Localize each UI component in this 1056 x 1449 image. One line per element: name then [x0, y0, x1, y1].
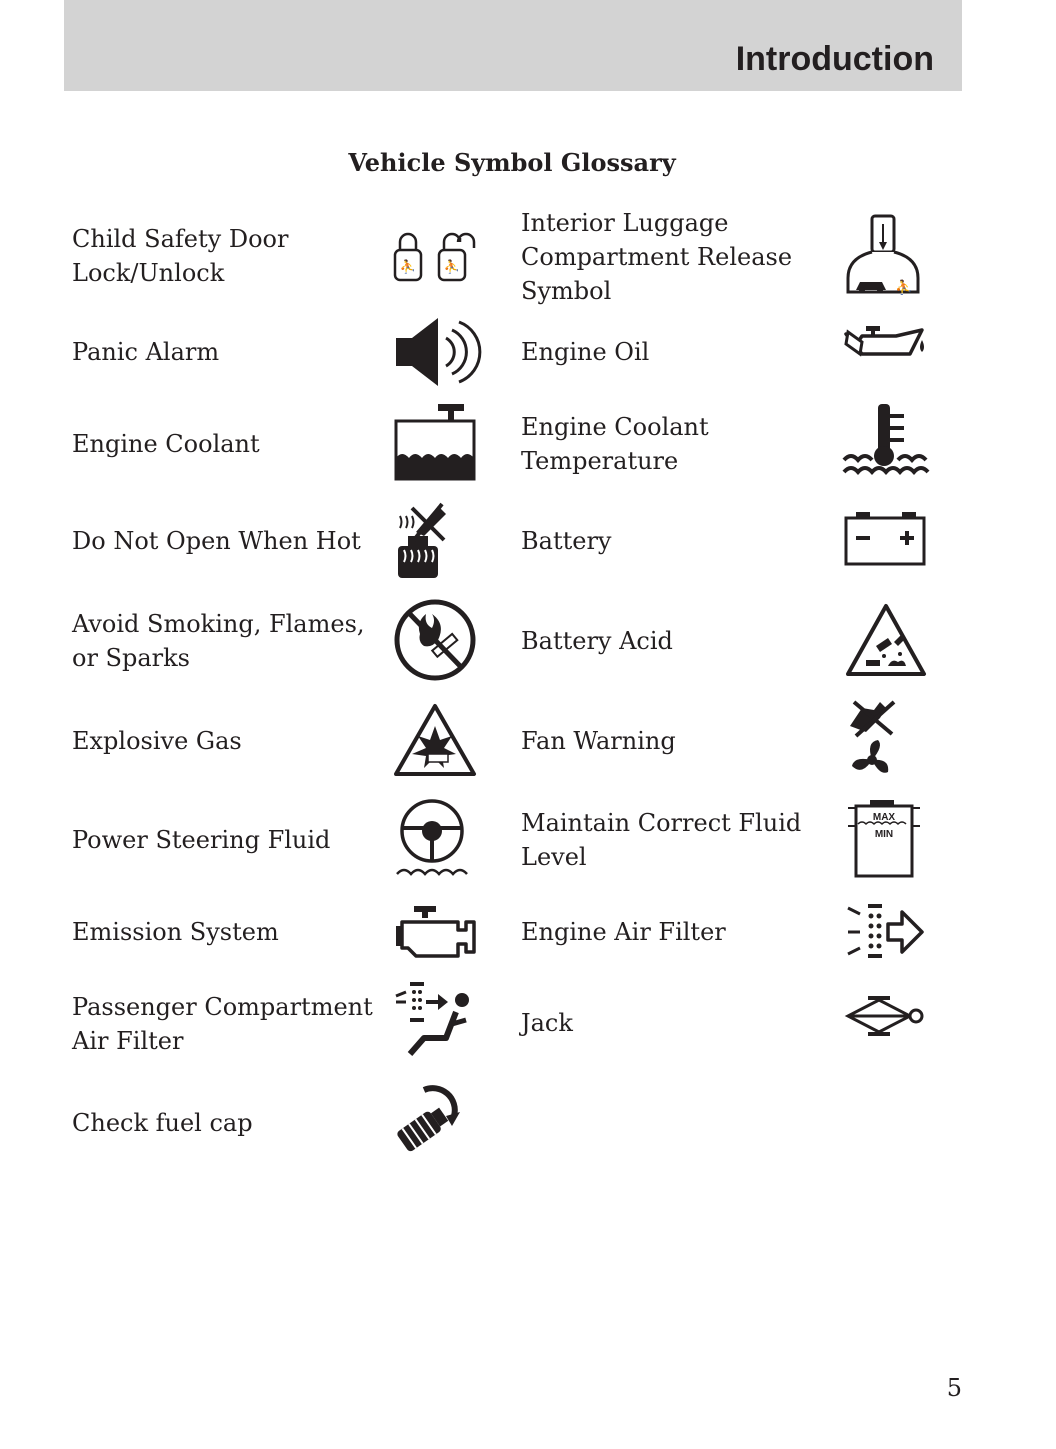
label-power-steering-fluid: Power Steering Fluid [72, 826, 331, 854]
header-bar [64, 0, 962, 91]
engine-icon [394, 904, 478, 960]
label-passenger-air-filter: Passenger Compartment Air Filter [72, 993, 373, 1055]
label-panic-alarm: Panic Alarm [72, 338, 220, 366]
label-jack: Jack [521, 1009, 573, 1037]
fluid-min-label: MIN [874, 829, 894, 840]
fuel-cap-icon [394, 1078, 464, 1160]
child-lock-icon [392, 228, 482, 284]
page-number: 5 [946, 1374, 962, 1402]
battery-icon [844, 510, 928, 568]
label-coolant-temperature: Engine Coolant Temperature [521, 413, 709, 475]
fluid-level-icon [846, 798, 924, 880]
battery-acid-icon [844, 602, 928, 678]
speaker-icon [394, 316, 478, 388]
svg-text:⛹: ⛹ [895, 280, 913, 296]
label-fan-warning: Fan Warning [521, 727, 676, 755]
label-emission-system: Emission System [72, 918, 279, 946]
fluid-max-label: MAX [872, 812, 896, 823]
glossary-title: Vehicle Symbol Glossary [348, 148, 676, 177]
label-fluid-level: Maintain Correct Fluid Level [521, 809, 802, 871]
explosive-gas-icon [394, 702, 478, 778]
section-title: Introduction [735, 40, 934, 78]
svg-text:⛹: ⛹ [399, 260, 417, 275]
svg-text:⛹: ⛹ [443, 260, 461, 275]
jack-icon [844, 994, 928, 1040]
label-explosive-gas: Explosive Gas [72, 727, 242, 755]
air-filter-icon [846, 902, 926, 960]
coolant-reservoir-icon [394, 402, 478, 482]
label-engine-oil: Engine Oil [521, 338, 650, 366]
label-do-not-open-hot: Do Not Open When Hot [72, 527, 361, 555]
label-engine-air-filter: Engine Air Filter [521, 918, 726, 946]
label-avoid-flames: Avoid Smoking, Flames, or Sparks [72, 610, 365, 672]
label-engine-coolant: Engine Coolant [72, 430, 260, 458]
no-flames-icon [394, 598, 478, 682]
label-trunk-release: Interior Luggage Compartment Release Symbol [521, 209, 793, 305]
label-child-safety-lock: Child Safety Door Lock/Unlock [72, 225, 289, 287]
label-battery: Battery [521, 527, 612, 555]
fan-warning-icon [846, 698, 900, 782]
label-battery-acid: Battery Acid [521, 627, 673, 655]
oil-can-icon [844, 322, 928, 364]
trunk-release-icon [846, 214, 920, 298]
do-not-open-hot-icon [394, 500, 454, 582]
cabin-air-filter-icon [394, 980, 474, 1062]
steering-wheel-icon [394, 798, 470, 884]
coolant-temperature-icon [842, 402, 928, 482]
label-check-fuel-cap: Check fuel cap [72, 1109, 253, 1137]
